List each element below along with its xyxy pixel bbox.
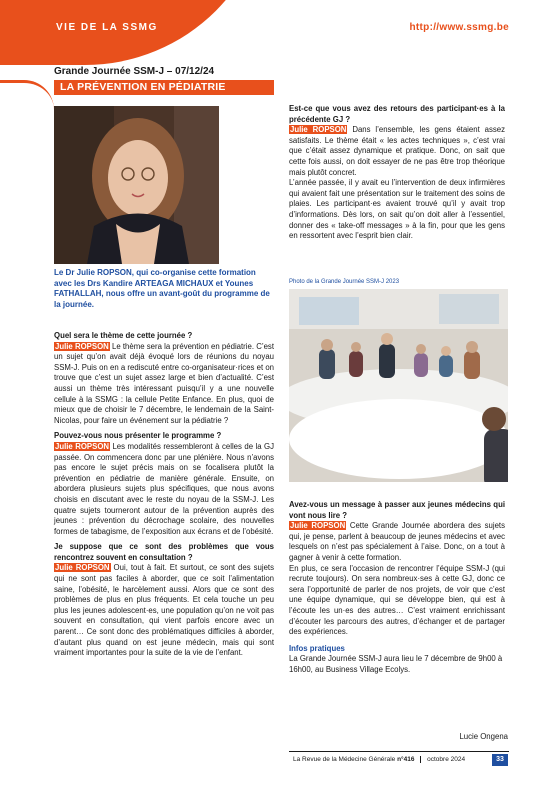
speaker-tag: Julie ROPSON [55, 341, 109, 351]
header [0, 0, 557, 62]
event-photo [289, 289, 508, 482]
footer-separator [420, 756, 421, 763]
author-signature: Lucie Ongena [459, 732, 508, 741]
article-title: LA PRÉVENTION EN PÉDIATRIE [54, 80, 274, 95]
answer-feedback: Julie ROPSON Dans l’ensemble, les gens étaient assez satisfaits. Le thème était « les actes techniques », c’est vrai que c’était assez dynamique et pratique. Donc, on sait que cette fois aussi, on doit essayer de ne pas être trop théorique mais plutôt concret. [289, 125, 505, 177]
footer [293, 756, 465, 763]
answer-message-continued: En plus, ce sera l’occasion de rencontrer l’équipe SSM-J (qui recrute toujours). On sera nombreux·ses à cette GJ, donc ce sera l’opportunité de parler de nos projets, de voir que c’est une équipe dynamique, qui se développe bien, qui est à l’écoute les un·es des autres… C’est vraiment enrichissant d’écouter les parcours des autres, d’échanger et de partager des expériences. [289, 563, 505, 637]
footer-divider [289, 751, 509, 752]
answer-consultation: Julie ROPSON Oui, tout à fait. Et surtout, ce sont des sujets qui ne sont pas faciles à aborder, que ce soit l’alimentation saine, l’obésité, le harcèlement aussi. Alors que ce sont des problèmes de plus en plus fréquents. Et cela touche un peu plus les jeunes adolescent·es, une population qu’on ne voit pas souvent en consultation, qui vient parfois encore avec un parent… Ce sont donc des problématiques difficiles à aborder, d’autant plus quand on est jeune médecin, mais qui sont vraiment importantes pour la suite de la vie de l’enfant. [54, 563, 274, 658]
answer-theme: Julie ROPSON Le thème sera la prévention en pédiatrie. C’est un sujet qu’on avait déjà évoqué lors de réunions du noyau SSM-J. Puis on en a rediscuté entre co-organisateur·rices et on trouve que c’est un sujet assez large et bien d’actualité. C’est aussi un thème très intéressant puisqu’il y a une nouvelle cellule à la SSMG : la cellule Petite Enfance. En plus, quoi de mieux que de choisir le 7 décembre, le lendemain de la Saint-Nicolas, pour faire un événement sur la pédiatrie ? [54, 341, 274, 425]
article-kicker: Grande Journée SSM-J – 07/12/24 [54, 66, 215, 77]
left-column [54, 326, 274, 659]
right-column-bottom [289, 500, 505, 676]
article-intro: Le Dr Julie ROPSON, qui co-organise cette formation avec les Drs Kandire ARTEAGA MICHAUX et Younes FATHALLAH, nous offre un avant-goût du programme de la journée. [54, 268, 270, 309]
portrait-illustration [54, 106, 219, 264]
site-url-link[interactable]: http://www.ssmg.be [409, 22, 509, 33]
section-label: VIE DE LA SSMG [56, 22, 158, 33]
journal-name: La Revue de la Médecine Générale [293, 756, 396, 764]
practical-info-text: La Grande Journée SSM-J aura lieu le 7 décembre de 9h00 à 16h00, au Business Village Ecolys. [289, 654, 503, 674]
right-column-top [289, 104, 505, 242]
question-programme: Pouvez-vous nous présenter le programme ? [54, 431, 222, 441]
title-decorative-arc [0, 80, 54, 118]
speaker-tag: Julie ROPSON [290, 125, 347, 135]
question-feedback: Est-ce que vous avez des retours des participant·es à la précédente GJ ? [289, 104, 505, 124]
answer-feedback-continued: L’année passée, il y avait eu l’intervention de deux infirmières qui avaient fait une présentation sur le traitement des soins de plaies. Les participant·es avaient trouvé qu’il y avait trop d’informations. Dès lors, on sait qu’on doit aller à l’essentiel, donner des « take-off messages » à la fin, pour que les gens en ressortent avec l’esprit bien clair. [289, 178, 505, 241]
speaker-tag: Julie ROPSON [55, 563, 110, 573]
issue-date: octobre 2024 [427, 756, 466, 764]
photo-caption: Photo de la Grande Journée SSM-J 2023 [289, 279, 400, 285]
question-consultation: Je suppose que ce sont des problèmes que vous rencontrez souvent en consultation ? [54, 542, 274, 562]
answer-message: Julie ROPSON Cette Grande Journée abordera des sujets qui, je pense, parlent à beaucoup de jeunes médecins et avec lesquels on n’est pas spécialement à l’aise. Donc, on a tout à gagner à venir à cette formation. [289, 521, 505, 562]
speaker-tag: Julie ROPSON [55, 441, 110, 451]
portrait-photo [54, 106, 219, 264]
page-number: 33 [492, 754, 508, 766]
question-theme: Quel sera le thème de cette journée ? [54, 331, 193, 340]
issue-number: n°416 [397, 756, 415, 764]
practical-info-title: Infos pratiques [289, 643, 345, 653]
speaker-tag: Julie ROPSON [290, 521, 346, 531]
answer-programme: Julie ROPSON Les modalités ressembleront à celles de la GJ passée. On commencera donc par une plénière. Nous n’avons pas encore le sujet précis mais on se focalisera plutôt la prévention en pédiatrie de manière générale. Ensuite, on abordera plusieurs sujets plus spécifiques, que nous avons choisis en discutant avec le reste du noyau de la SSM-J. Les quatre sujets tourneront autour de la prévention auprès des jeunes : prévention du décrochage scolaire, des nouvelles formes de tabagisme, de l’exposition aux écrans et de l’obésité. [54, 441, 274, 536]
event-illustration [289, 289, 508, 482]
question-message: Avez-vous un message à passer aux jeunes médecins qui vont nous lire ? [289, 500, 505, 520]
